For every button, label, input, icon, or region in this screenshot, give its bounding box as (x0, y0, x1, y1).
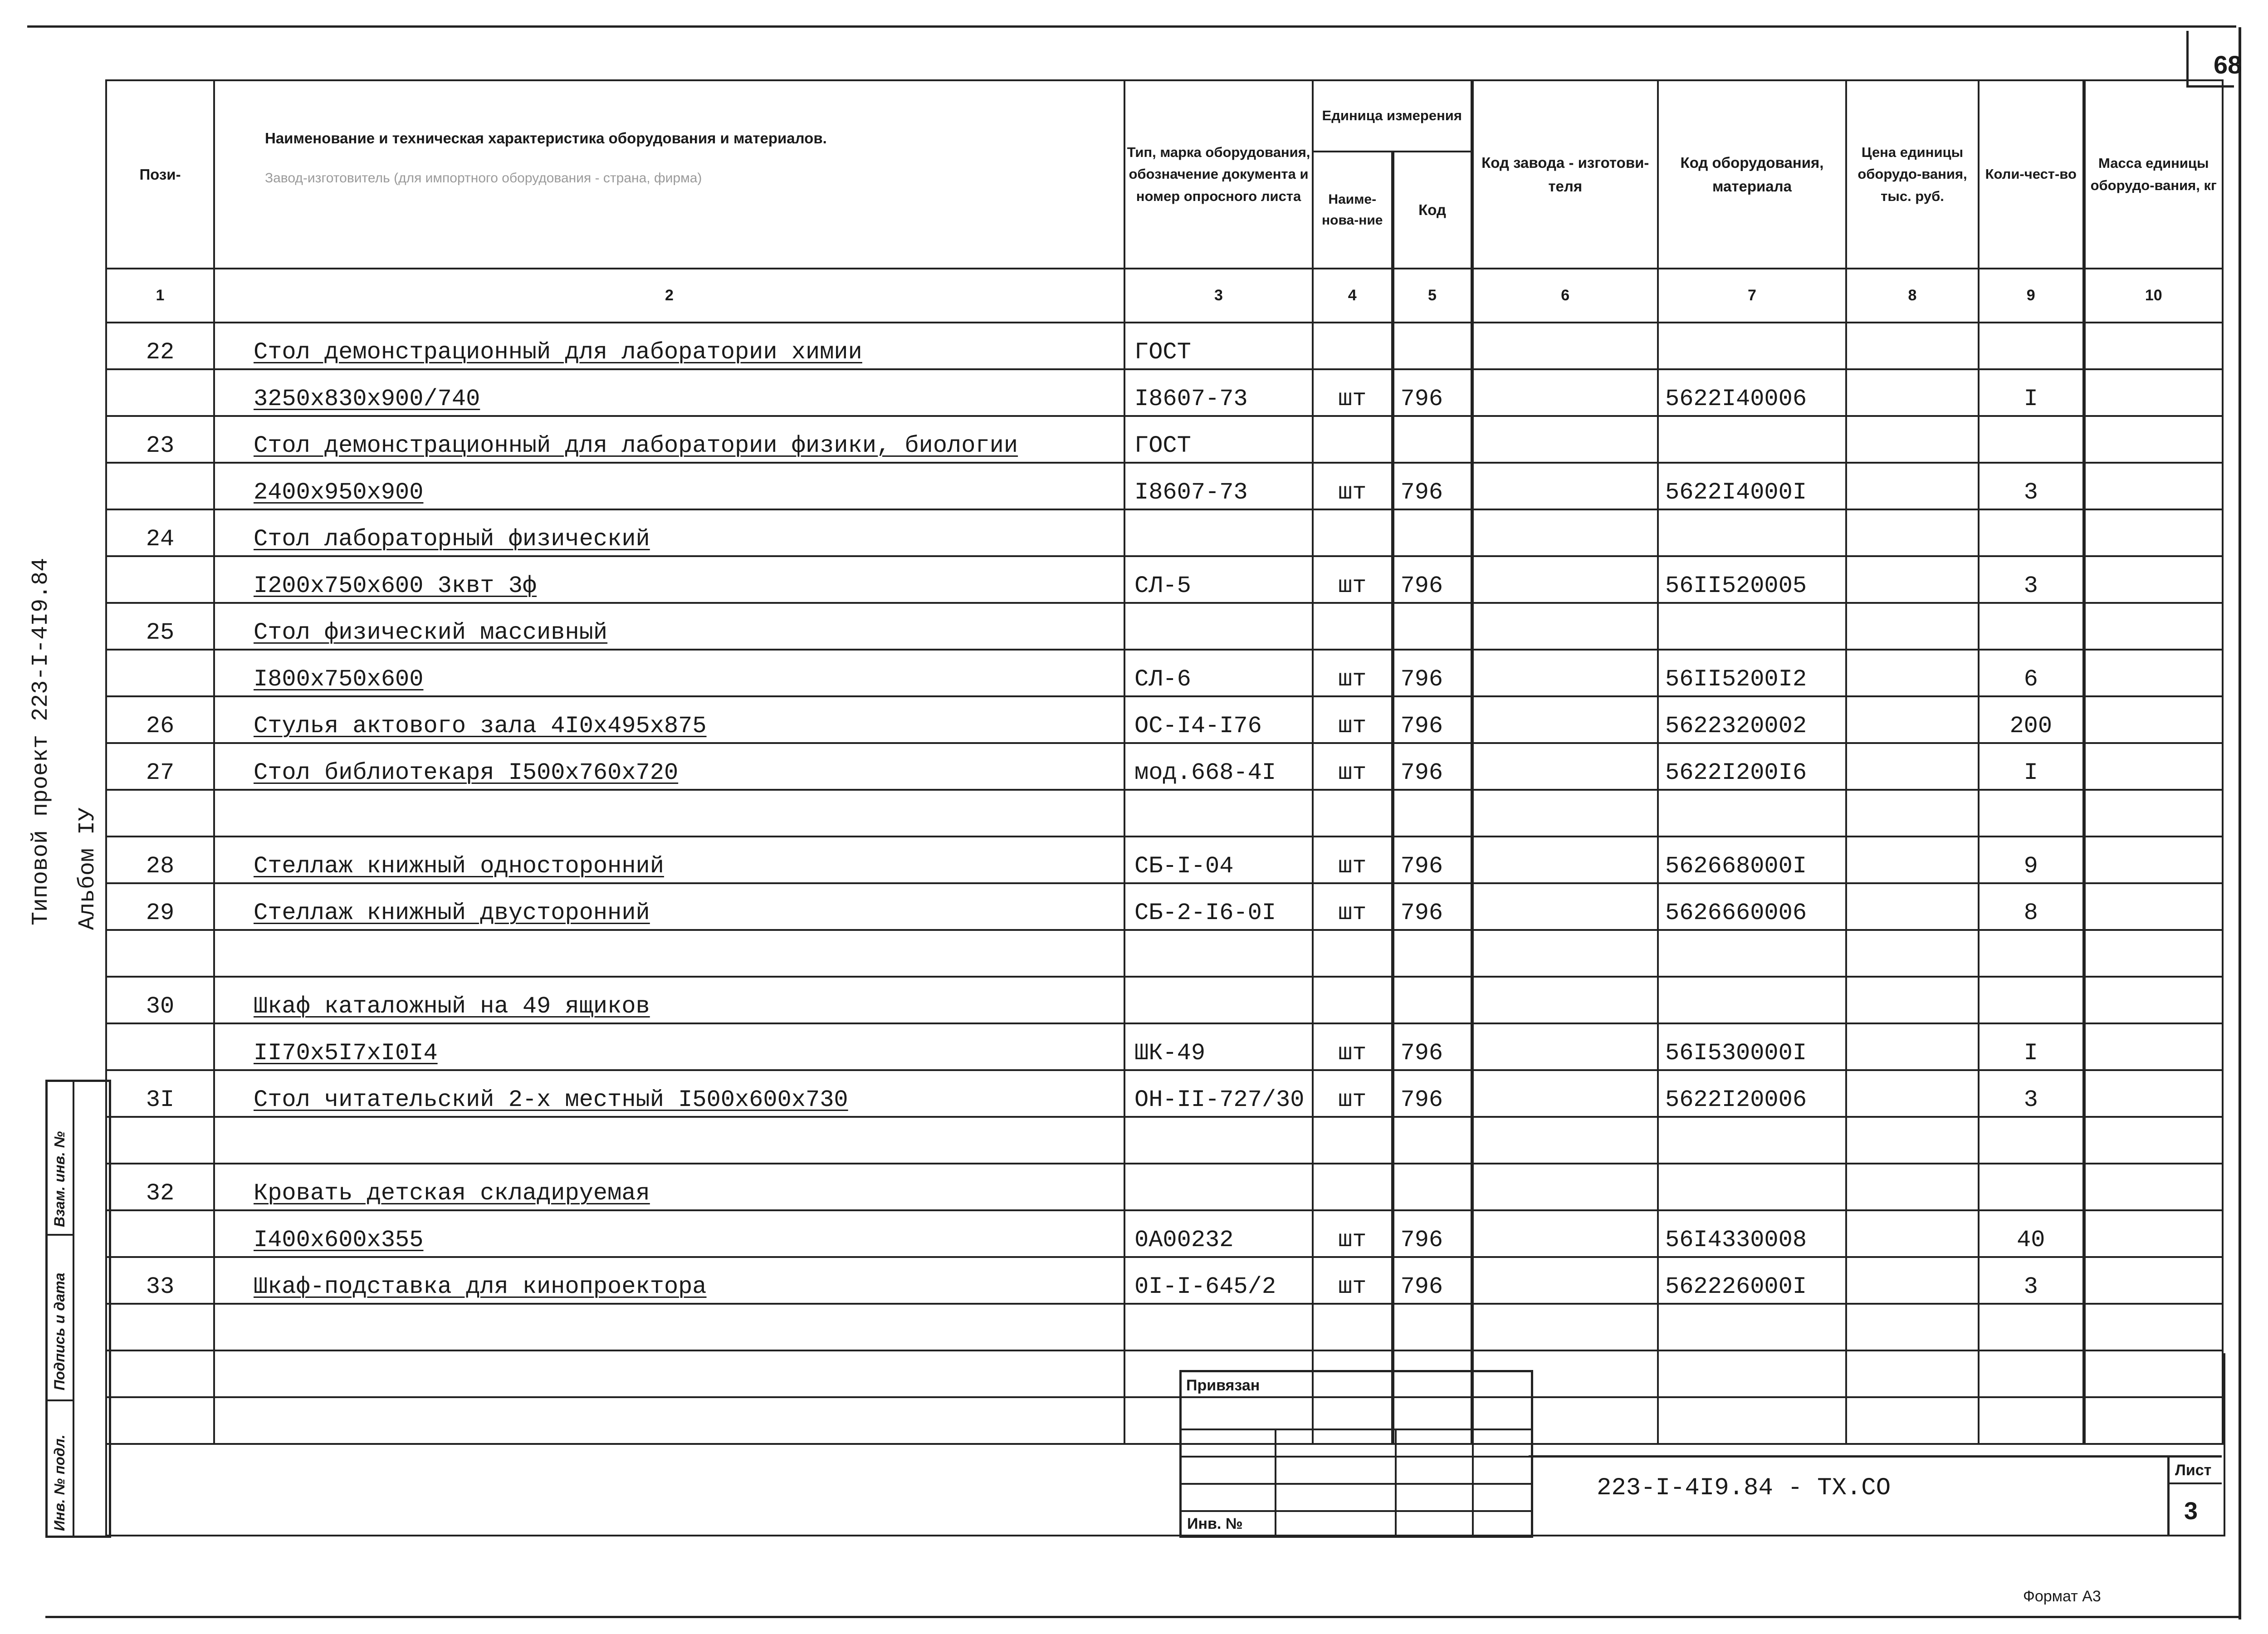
row-type: СБ-2-I6-0I (1124, 883, 1313, 930)
row-unit: шт (1313, 1257, 1393, 1304)
row-maker-code (1472, 603, 1658, 650)
row-mass (2084, 603, 2223, 650)
row-unit-code (1393, 1304, 1472, 1350)
row-maker-code (1472, 1117, 1658, 1164)
row-mass (2084, 977, 2223, 1023)
frame-top-line (27, 25, 2236, 28)
row-unit: шт (1313, 463, 1393, 509)
row-mass (2084, 1117, 2223, 1164)
row-pos: 33 (106, 1257, 214, 1304)
row-mass (2084, 463, 2223, 509)
row-unit: шт (1313, 556, 1393, 603)
header-unit-code: Код (1393, 152, 1472, 269)
table-row (106, 1257, 2223, 1304)
row-maker-code (1472, 1164, 1658, 1210)
row-name (214, 1117, 1124, 1164)
header-unit-name: Наиме-нова-ние (1313, 152, 1393, 269)
row-mass (2084, 509, 2223, 556)
row-unit-code (1393, 977, 1472, 1023)
row-qty: 200 (1979, 696, 2084, 743)
row-name: I800х750х600 (214, 650, 1124, 696)
header-name-text: Наименование и техническая характеристика оборудования и материалов. (265, 130, 827, 147)
table-row (106, 1210, 2223, 1257)
document-code: 223-I-4I9.84 - ТХ.СО (1597, 1474, 1891, 1502)
row-qty (1979, 1164, 2084, 1210)
row-pos (106, 556, 214, 603)
colnum-9: 9 (1979, 269, 2084, 323)
row-price (1846, 323, 1979, 369)
row-mass (2084, 790, 2223, 837)
row-unit-code (1393, 509, 1472, 556)
table-row (106, 1117, 2223, 1164)
row-type: СЛ-5 (1124, 556, 1313, 603)
row-name: Стеллаж книжный односторонний (214, 837, 1124, 883)
row-pos: 25 (106, 603, 214, 650)
row-type (1124, 790, 1313, 837)
row-material-code: 56II520005 (1658, 556, 1846, 603)
row-unit-code (1393, 1164, 1472, 1210)
colnum-2: 2 (214, 269, 1124, 323)
stamp-separator (48, 1399, 73, 1401)
table-row (106, 650, 2223, 696)
row-mass (2084, 930, 2223, 977)
row-name: Стол демонстрационный для лаборатории физики, биологии (214, 416, 1124, 463)
row-name: Стулья актового зала 4I0х495х875 (214, 696, 1124, 743)
row-price (1846, 1210, 1979, 1257)
row-name: Кровать детская складируемая (214, 1164, 1124, 1210)
row-name: Стол читательский 2-х местный I500х600х730 (214, 1070, 1124, 1117)
row-maker-code (1472, 650, 1658, 696)
row-unit (1313, 790, 1393, 837)
row-unit (1313, 1164, 1393, 1210)
row-qty (1979, 1304, 2084, 1350)
row-name (214, 1304, 1124, 1350)
attach-line (1182, 1510, 1531, 1512)
row-price (1846, 1164, 1979, 1210)
row-mass (2084, 743, 2223, 790)
row-maker-code (1472, 977, 1658, 1023)
row-maker-code (1472, 556, 1658, 603)
header-name-note: Завод-изготовитель (для импортного оборудования - страна, фирма) (265, 171, 702, 186)
row-price (1846, 883, 1979, 930)
row-price (1846, 743, 1979, 790)
row-unit (1313, 977, 1393, 1023)
row-maker-code (1472, 1070, 1658, 1117)
row-unit: шт (1313, 837, 1393, 883)
row-maker-code (1472, 1304, 1658, 1350)
row-unit (1313, 323, 1393, 369)
format-label: Формат А3 (2023, 1588, 2101, 1605)
row-pos (106, 1210, 214, 1257)
row-pos (106, 1304, 214, 1350)
row-unit (1313, 1304, 1393, 1350)
colnum-1: 1 (106, 269, 214, 323)
row-name: Стол физический массивный (214, 603, 1124, 650)
colnum-10: 10 (2084, 269, 2223, 323)
row-mass (2084, 1070, 2223, 1117)
row-type (1124, 1164, 1313, 1210)
row-maker-code (1472, 696, 1658, 743)
row-price (1846, 790, 1979, 837)
header-name (214, 80, 1124, 269)
colnum-8: 8 (1846, 269, 1979, 323)
row-unit: шт (1313, 1070, 1393, 1117)
stamp-separator (48, 1234, 73, 1236)
row-mass (2084, 369, 2223, 416)
row-type (1124, 977, 1313, 1023)
row-mass (2084, 837, 2223, 883)
row-price (1846, 1257, 1979, 1304)
stamp-label-original-inv: Инв. № подл. (51, 1434, 68, 1531)
row-type: ГОСТ (1124, 323, 1313, 369)
row-price (1846, 930, 1979, 977)
sheet-label: Лист (2175, 1462, 2212, 1479)
row-qty: 9 (1979, 837, 2084, 883)
row-price (1846, 650, 1979, 696)
colnum-3: 3 (1124, 269, 1313, 323)
frame-right-line (2239, 27, 2241, 1619)
attach-col-line (1472, 1429, 1474, 1536)
row-unit-code: 796 (1393, 1257, 1472, 1304)
row-price (1846, 509, 1979, 556)
colnum-7: 7 (1658, 269, 1846, 323)
row-material-code (1658, 930, 1846, 977)
row-name: Шкаф каталожный на 49 ящиков (214, 977, 1124, 1023)
row-type: I8607-73 (1124, 369, 1313, 416)
row-pos: 32 (106, 1164, 214, 1210)
row-material-code (1658, 323, 1846, 369)
row-material-code (1658, 603, 1846, 650)
row-unit-code: 796 (1393, 1023, 1472, 1070)
row-material-code: 5622I200I6 (1658, 743, 1846, 790)
attach-line (1182, 1456, 1531, 1458)
header-unit-group: Единица измерения (1313, 80, 1472, 152)
row-name: 2400х950х900 (214, 463, 1124, 509)
row-pos (106, 650, 214, 696)
row-material-code (1658, 509, 1846, 556)
row-mass (2084, 1304, 2223, 1350)
table-row (106, 1023, 2223, 1070)
stamp-label-replace-inv: Взам. инв. № (51, 1131, 68, 1227)
row-qty (1979, 1117, 2084, 1164)
row-pos (106, 369, 214, 416)
row-mass (2084, 696, 2223, 743)
row-material-code: 56II5200I2 (1658, 650, 1846, 696)
colnum-6: 6 (1472, 269, 1658, 323)
row-qty: I (1979, 369, 2084, 416)
row-maker-code (1472, 837, 1658, 883)
row-maker-code (1472, 323, 1658, 369)
row-type: ШК-49 (1124, 1023, 1313, 1070)
row-material-code: 562226000I (1658, 1257, 1846, 1304)
row-material-code (1658, 1117, 1846, 1164)
row-unit (1313, 416, 1393, 463)
row-unit-code: 796 (1393, 1210, 1472, 1257)
row-pos (106, 463, 214, 509)
row-mass (2084, 883, 2223, 930)
row-name: II70х5I7хI0I4 (214, 1023, 1124, 1070)
row-qty (1979, 416, 2084, 463)
table-row (106, 509, 2223, 556)
row-unit-code (1393, 930, 1472, 977)
row-type: СЛ-6 (1124, 650, 1313, 696)
row-unit: шт (1313, 1023, 1393, 1070)
row-unit: шт (1313, 696, 1393, 743)
attachment-block (1179, 1370, 1533, 1538)
row-price (1846, 1070, 1979, 1117)
row-unit-code (1393, 1117, 1472, 1164)
row-qty: 3 (1979, 556, 2084, 603)
row-mass (2084, 556, 2223, 603)
row-pos (106, 930, 214, 977)
row-material-code: 56I530000I (1658, 1023, 1846, 1070)
row-mass (2084, 416, 2223, 463)
row-price (1846, 556, 1979, 603)
row-unit-code: 796 (1393, 650, 1472, 696)
row-maker-code (1472, 1023, 1658, 1070)
row-unit-code (1393, 790, 1472, 837)
row-material-code: 5622I20006 (1658, 1070, 1846, 1117)
row-material-code: 56I4330008 (1658, 1210, 1846, 1257)
header-mass: Масса единицы оборудо-вания, кг (2084, 80, 2223, 269)
row-type: 0А00232 (1124, 1210, 1313, 1257)
row-mass (2084, 323, 2223, 369)
header-pos: Пози- (106, 80, 214, 269)
row-qty (1979, 930, 2084, 977)
specification-table (105, 79, 2224, 1445)
table-row (106, 463, 2223, 509)
row-material-code (1658, 416, 1846, 463)
row-unit (1313, 509, 1393, 556)
row-name: Стол демонстрационный для лаборатории химии (214, 323, 1124, 369)
row-price (1846, 1117, 1979, 1164)
row-price (1846, 369, 1979, 416)
row-pos: 28 (106, 837, 214, 883)
row-pos: 3I (106, 1070, 214, 1117)
row-price (1846, 837, 1979, 883)
row-unit-code: 796 (1393, 369, 1472, 416)
row-material-code (1658, 790, 1846, 837)
row-unit-code: 796 (1393, 883, 1472, 930)
row-material-code: 5622I40006 (1658, 369, 1846, 416)
row-maker-code (1472, 790, 1658, 837)
side-project-title: Типовой проект 223-I-4I9.84 (28, 558, 54, 925)
row-qty: 6 (1979, 650, 2084, 696)
table-row (106, 743, 2223, 790)
inv-no-label: Инв. № (1187, 1515, 1243, 1532)
attach-line (1182, 1429, 1531, 1430)
column-numbers-row (106, 269, 2223, 323)
colnum-4: 4 (1313, 269, 1393, 323)
row-qty (1979, 977, 2084, 1023)
row-type: мод.668-4I (1124, 743, 1313, 790)
row-type: ОН-II-727/30 (1124, 1070, 1313, 1117)
row-unit-code: 796 (1393, 743, 1472, 790)
row-pos: 22 (106, 323, 214, 369)
top-sheet-number: 68 (2214, 50, 2242, 79)
sheet-divider (2167, 1482, 2222, 1484)
row-material-code: 5622320002 (1658, 696, 1846, 743)
row-mass (2084, 1210, 2223, 1257)
row-type (1124, 930, 1313, 977)
row-type: I8607-73 (1124, 463, 1313, 509)
row-type (1124, 603, 1313, 650)
row-qty (1979, 323, 2084, 369)
table-row (106, 837, 2223, 883)
table-row (106, 977, 2223, 1023)
stamp-column (45, 1080, 111, 1538)
attached-label: Привязан (1186, 1377, 1260, 1394)
row-maker-code (1472, 883, 1658, 930)
row-type: ОС-I4-I76 (1124, 696, 1313, 743)
row-unit-code: 796 (1393, 696, 1472, 743)
row-unit: шт (1313, 743, 1393, 790)
row-unit (1313, 1117, 1393, 1164)
side-album-title: Альбом IУ (75, 807, 101, 930)
row-mass (2084, 1164, 2223, 1210)
row-qty: 3 (1979, 1070, 2084, 1117)
table-row (106, 603, 2223, 650)
row-qty: 3 (1979, 463, 2084, 509)
row-unit-code: 796 (1393, 1070, 1472, 1117)
row-type (1124, 1304, 1313, 1350)
row-name (214, 930, 1124, 977)
row-qty: 40 (1979, 1210, 2084, 1257)
sheet-number: 3 (2184, 1497, 2198, 1525)
row-pos: 23 (106, 416, 214, 463)
row-qty (1979, 790, 2084, 837)
row-unit-code (1393, 416, 1472, 463)
row-price (1846, 977, 1979, 1023)
row-price (1846, 1023, 1979, 1070)
header-price: Цена единицы оборудо-вания, тыс. руб. (1846, 80, 1979, 269)
row-price (1846, 463, 1979, 509)
row-material-code (1658, 1304, 1846, 1350)
row-material-code: 5626660006 (1658, 883, 1846, 930)
row-unit-code: 796 (1393, 837, 1472, 883)
row-pos (106, 1023, 214, 1070)
frame-bottom-line (45, 1616, 2241, 1618)
row-unit: шт (1313, 369, 1393, 416)
row-material-code: 5622I4000I (1658, 463, 1846, 509)
row-name: Стеллаж книжный двусторонний (214, 883, 1124, 930)
row-unit-code (1393, 603, 1472, 650)
row-maker-code (1472, 509, 1658, 556)
attach-col-line (1395, 1429, 1397, 1536)
row-type (1124, 1117, 1313, 1164)
row-pos (106, 1117, 214, 1164)
row-maker-code (1472, 416, 1658, 463)
row-price (1846, 603, 1979, 650)
header-type: Тип, марка оборудования, обозначение документа и номер опросного листа (1124, 80, 1313, 269)
row-material-code: 562668000I (1658, 837, 1846, 883)
table-row (106, 1164, 2223, 1210)
attach-line (1182, 1483, 1531, 1485)
table-row (106, 416, 2223, 463)
row-unit-code: 796 (1393, 556, 1472, 603)
table-row (106, 556, 2223, 603)
row-pos (106, 790, 214, 837)
row-maker-code (1472, 743, 1658, 790)
row-qty (1979, 509, 2084, 556)
row-mass (2084, 1257, 2223, 1304)
row-material-code (1658, 977, 1846, 1023)
row-unit: шт (1313, 883, 1393, 930)
row-maker-code (1472, 1210, 1658, 1257)
row-mass (2084, 650, 2223, 696)
table-row (106, 883, 2223, 930)
row-maker-code (1472, 369, 1658, 416)
row-name: 3250х830х900/740 (214, 369, 1124, 416)
row-unit: шт (1313, 650, 1393, 696)
row-name: Стол библиотекаря I500х760х720 (214, 743, 1124, 790)
row-name: Шкаф-подставка для кинопроектора (214, 1257, 1124, 1304)
row-unit (1313, 930, 1393, 977)
table-row (106, 930, 2223, 977)
row-pos: 29 (106, 883, 214, 930)
row-qty: I (1979, 1023, 2084, 1070)
row-unit-code (1393, 323, 1472, 369)
header-maker-code: Код завода - изготови-теля (1472, 80, 1658, 269)
row-type: СБ-I-04 (1124, 837, 1313, 883)
row-pos: 24 (106, 509, 214, 556)
table-row (106, 696, 2223, 743)
row-unit: шт (1313, 1210, 1393, 1257)
row-type: 0I-I-645/2 (1124, 1257, 1313, 1304)
row-pos: 30 (106, 977, 214, 1023)
row-pos: 27 (106, 743, 214, 790)
row-unit-code: 796 (1393, 463, 1472, 509)
header-qty: Коли-чест-во (1979, 80, 2084, 269)
row-type (1124, 509, 1313, 556)
row-type: ГОСТ (1124, 416, 1313, 463)
attach-col-line (1275, 1429, 1276, 1536)
row-qty: 8 (1979, 883, 2084, 930)
row-maker-code (1472, 463, 1658, 509)
row-pos: 26 (106, 696, 214, 743)
row-qty: 3 (1979, 1257, 2084, 1304)
row-price (1846, 416, 1979, 463)
row-name (214, 790, 1124, 837)
row-unit (1313, 603, 1393, 650)
row-name: Стол лабораторный физический (214, 509, 1124, 556)
table-row (106, 790, 2223, 837)
table-row (106, 1304, 2223, 1350)
table-row (106, 1070, 2223, 1117)
row-qty (1979, 603, 2084, 650)
colnum-5: 5 (1393, 269, 1472, 323)
row-maker-code (1472, 930, 1658, 977)
row-material-code (1658, 1164, 1846, 1210)
table-row (106, 323, 2223, 369)
row-name: I200х750х600 3квт 3ф (214, 556, 1124, 603)
row-name: I400х600х355 (214, 1210, 1124, 1257)
row-mass (2084, 1023, 2223, 1070)
row-maker-code (1472, 1257, 1658, 1304)
row-price (1846, 696, 1979, 743)
header-equip-code: Код оборудования, материала (1658, 80, 1846, 269)
row-qty: I (1979, 743, 2084, 790)
row-price (1846, 1304, 1979, 1350)
header-row-1 (106, 80, 2223, 152)
stamp-label-signature-date: Подпись и дата (51, 1272, 68, 1390)
table-row (106, 369, 2223, 416)
table-body (106, 323, 2223, 1444)
